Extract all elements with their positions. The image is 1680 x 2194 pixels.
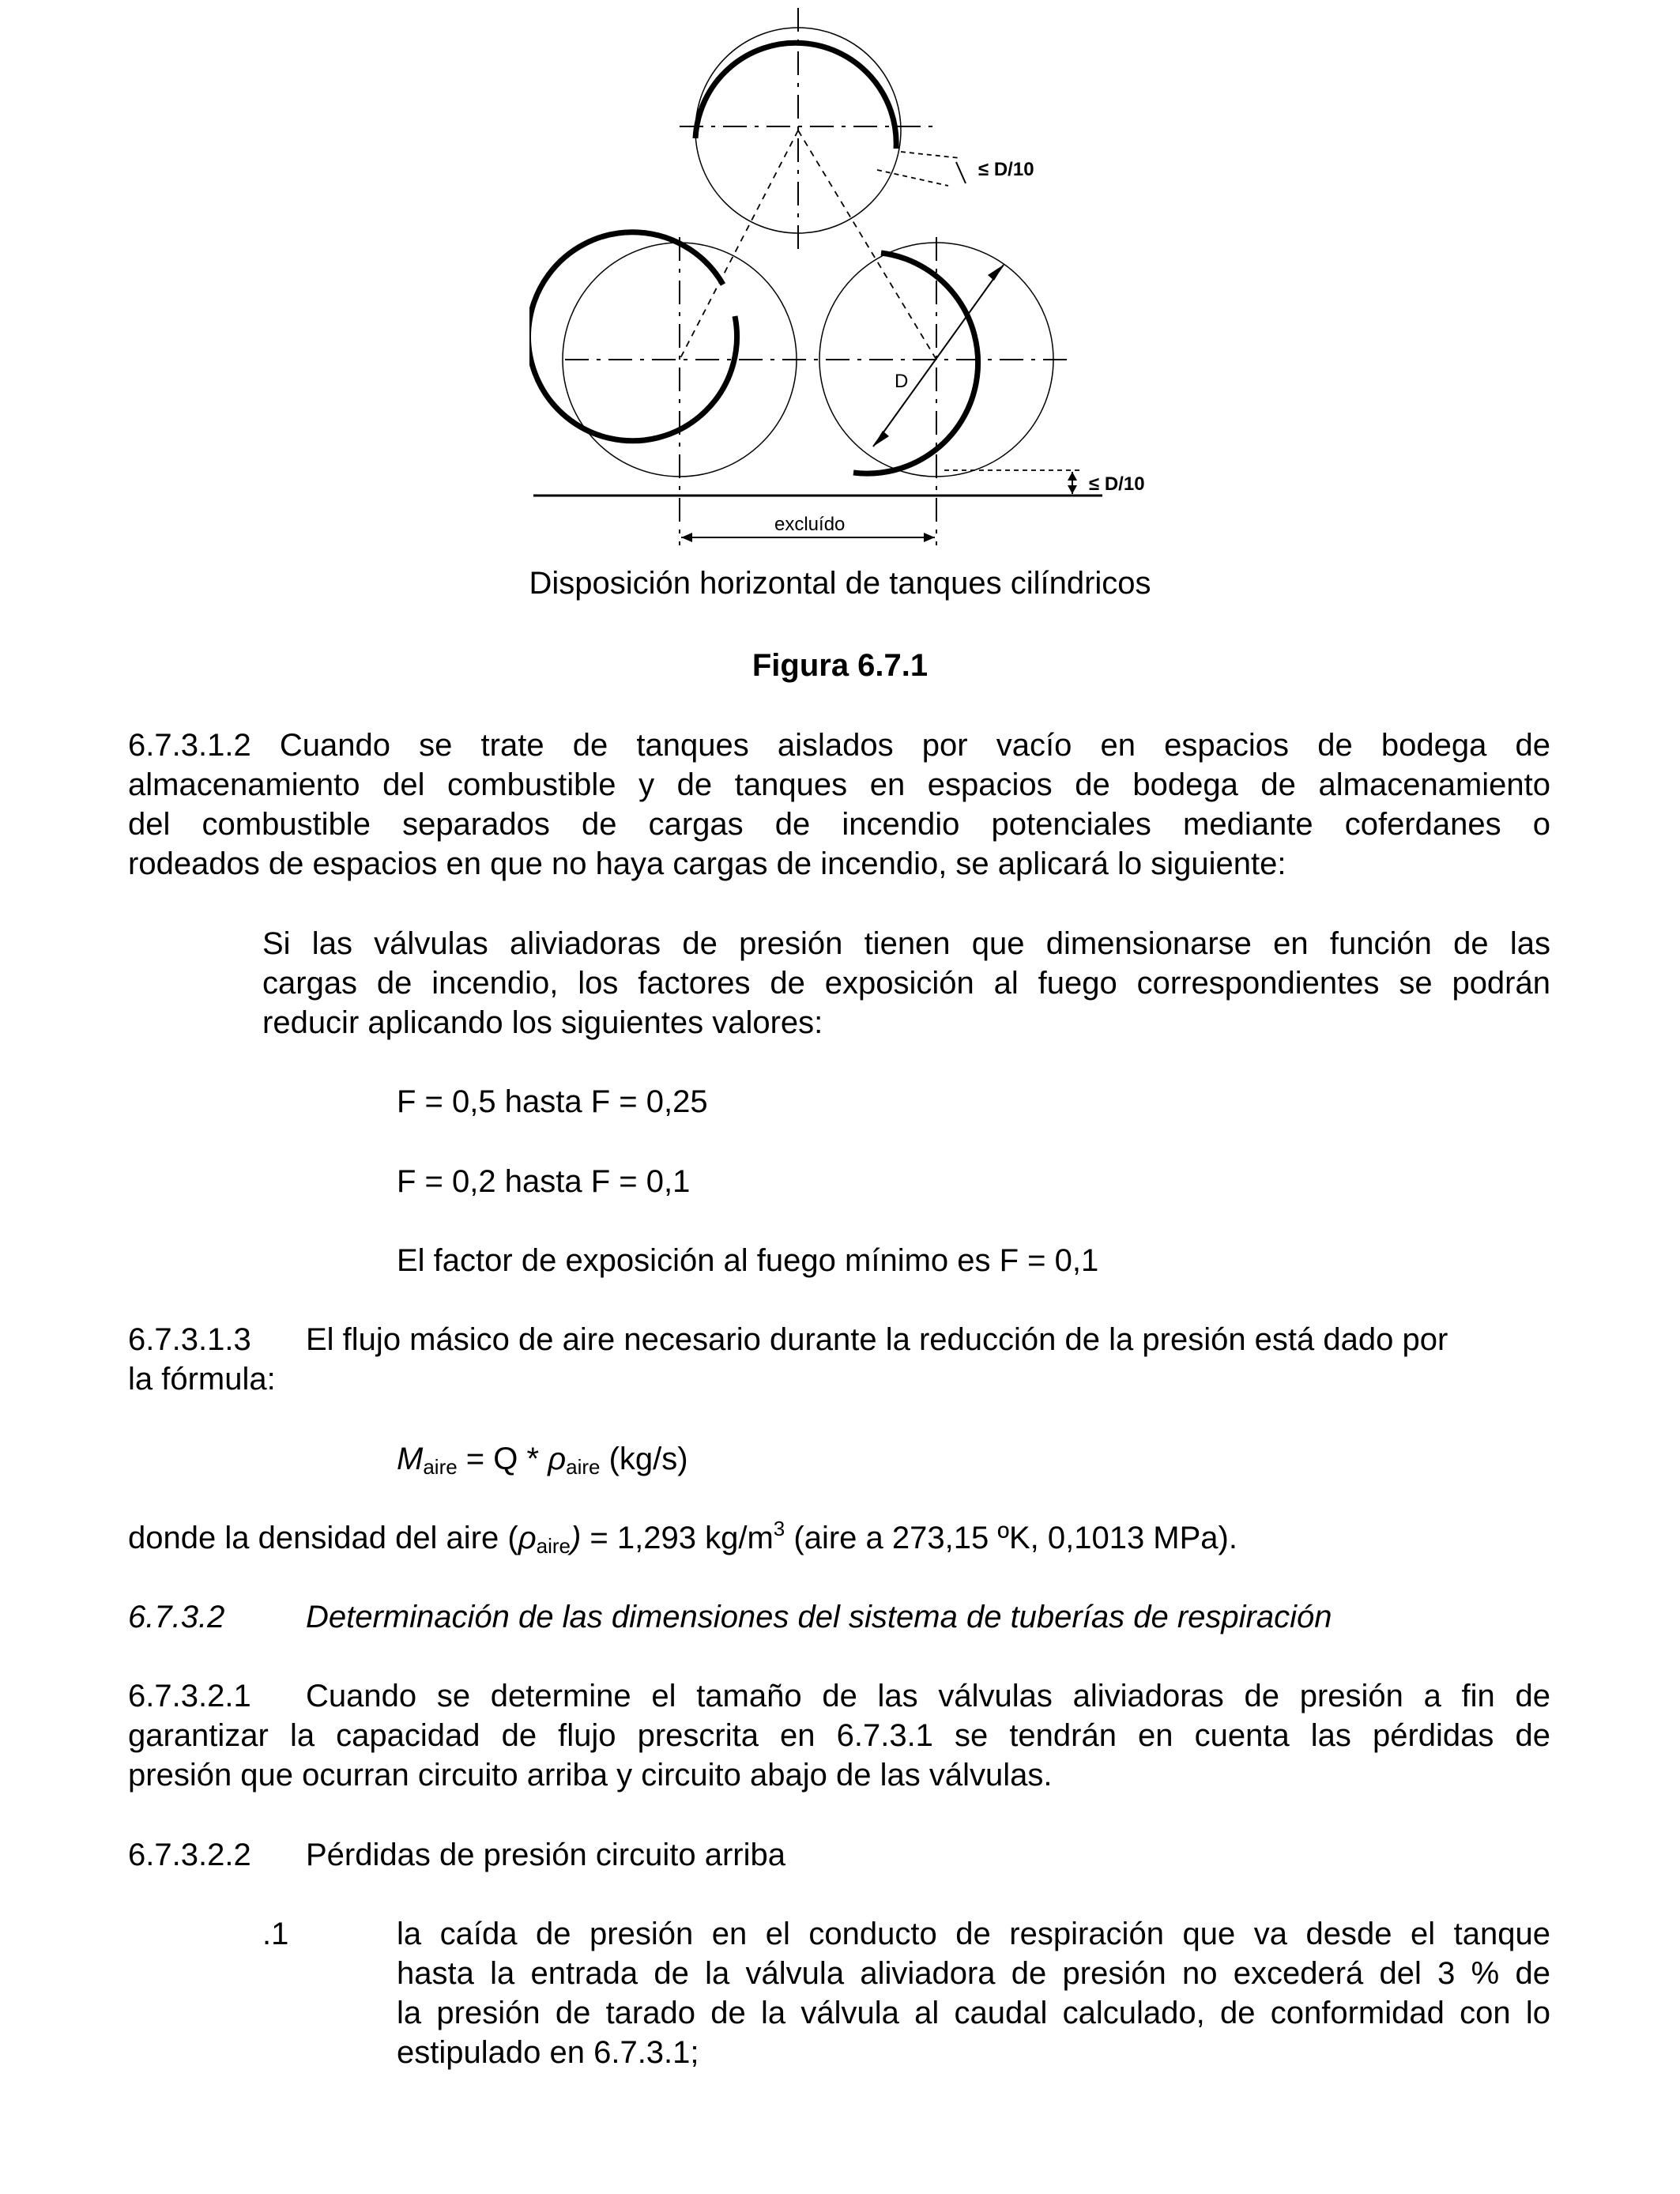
p1-line-4: rodeados de espacios en que no haya cargas de incendio, se aplicará lo siguiente: — [128, 846, 1286, 881]
top-gap-marker — [877, 152, 960, 186]
item1-line-4: estipulado en 6.7.3.1; — [397, 2035, 699, 2070]
item1-line-3: la presión de tarado de la válvula al caudal calculado, de conformidad con lo — [397, 1996, 1550, 2030]
right-tank-thick-arc — [853, 253, 978, 473]
p4-num: 6.7.3.2.1 — [128, 1679, 251, 1713]
p5-num: 6.7.3.2.2 — [128, 1838, 251, 1872]
diameter-line — [873, 265, 1004, 447]
p4-line-2: garantizar la capacidad de flujo prescrita en 6.7.3.1 se tendrán en cuenta las pérdidas de — [128, 1718, 1550, 1753]
air-density-line: donde la densidad del aire $(\rho_{aire}) = 1,293$ $kg/m^3$ (aire a 273,15 ºK, 0,1013 MPa). — [128, 1517, 1237, 1558]
p3-line-1: El flujo másico de aire necesario durante la reducción de la presión está dado por — [306, 1322, 1448, 1357]
figure-caption: Disposición horizontal de tanques cilíndricos — [529, 566, 1151, 601]
item1-line-2: hasta la entrada de la válvula aliviadora de presión no excederá del 3 % de — [397, 1956, 1550, 1991]
p1-line-3: del combustible separados de cargas de incendio potenciales mediante coferdanes o — [128, 807, 1550, 842]
p5-title: Pérdidas de presión circuito arriba — [306, 1838, 785, 1872]
factor-minimum: El factor de exposición al fuego mínimo es F = 0,1 — [397, 1243, 1099, 1278]
factor-line-2: F = 0,2 hasta F = 0,1 — [397, 1164, 691, 1199]
p4-line-3: presión que ocurran circuito arriba y circuito abajo de las válvulas. — [128, 1758, 1053, 1793]
p2-line-1: Si las válvulas aliviadoras de presión tienen que dimensionarse en función de las — [262, 926, 1550, 961]
item1-line-1: la caída de presión en el conducto de respiración que va desde el tanque — [397, 1917, 1550, 1951]
top-gap-arrow — [956, 162, 966, 183]
p3-num: 6.7.3.1.3 — [128, 1322, 251, 1357]
figure-number: Figura 6.7.1 — [751, 648, 929, 683]
section-number: 6.7.3.1.2 — [128, 728, 251, 763]
center-lines — [565, 8, 1075, 545]
p2-line-3: reducir aplicando los siguientes valores: — [262, 1005, 823, 1040]
diameter-arrow-bottom — [873, 431, 889, 447]
factor-line-1: F = 0,5 hasta F = 0,25 — [397, 1084, 708, 1119]
tank-arrangement-figure — [529, 0, 1162, 553]
mass-flow-formula: $M_{aire} = Q * \rho_{aire}$ (kg/s) — [397, 1442, 688, 1479]
left-tank-thick-arc — [529, 232, 737, 441]
p3-line-2: la fórmula: — [128, 1362, 276, 1397]
item-number: .1 — [262, 1917, 289, 1951]
section-6-7-3-2-number: 6.7.3.2 — [128, 1600, 225, 1634]
label-d10-top: ≤ D/10 — [978, 159, 1034, 180]
center-triangle — [680, 130, 936, 360]
diameter-arrow-top — [988, 265, 1004, 281]
label-excluido: excluído — [774, 514, 846, 535]
p4-line-1: Cuando se determine el tamaño de las válvulas aliviadoras de presión a fin de — [306, 1679, 1550, 1713]
label-d: D — [895, 371, 909, 392]
p1-line-1: 6.7.3.1.2 Cuando se trate de tanques aislados por vacío en espacios de bodega de — [128, 728, 1550, 763]
section-6-7-3-2-title: Determinación de las dimensiones del sistema de tuberías de respiración — [306, 1600, 1332, 1634]
top-tank-thick-arc — [695, 43, 896, 149]
p1-line-2: almacenamiento del combustible y de tanques en espacios de bodega de almacenamiento — [128, 767, 1550, 802]
p2-line-2: cargas de incendio, los factores de exposición al fuego correspondientes se podrán — [262, 966, 1550, 1001]
label-d10-bottom: ≤ D/10 — [1089, 473, 1145, 495]
